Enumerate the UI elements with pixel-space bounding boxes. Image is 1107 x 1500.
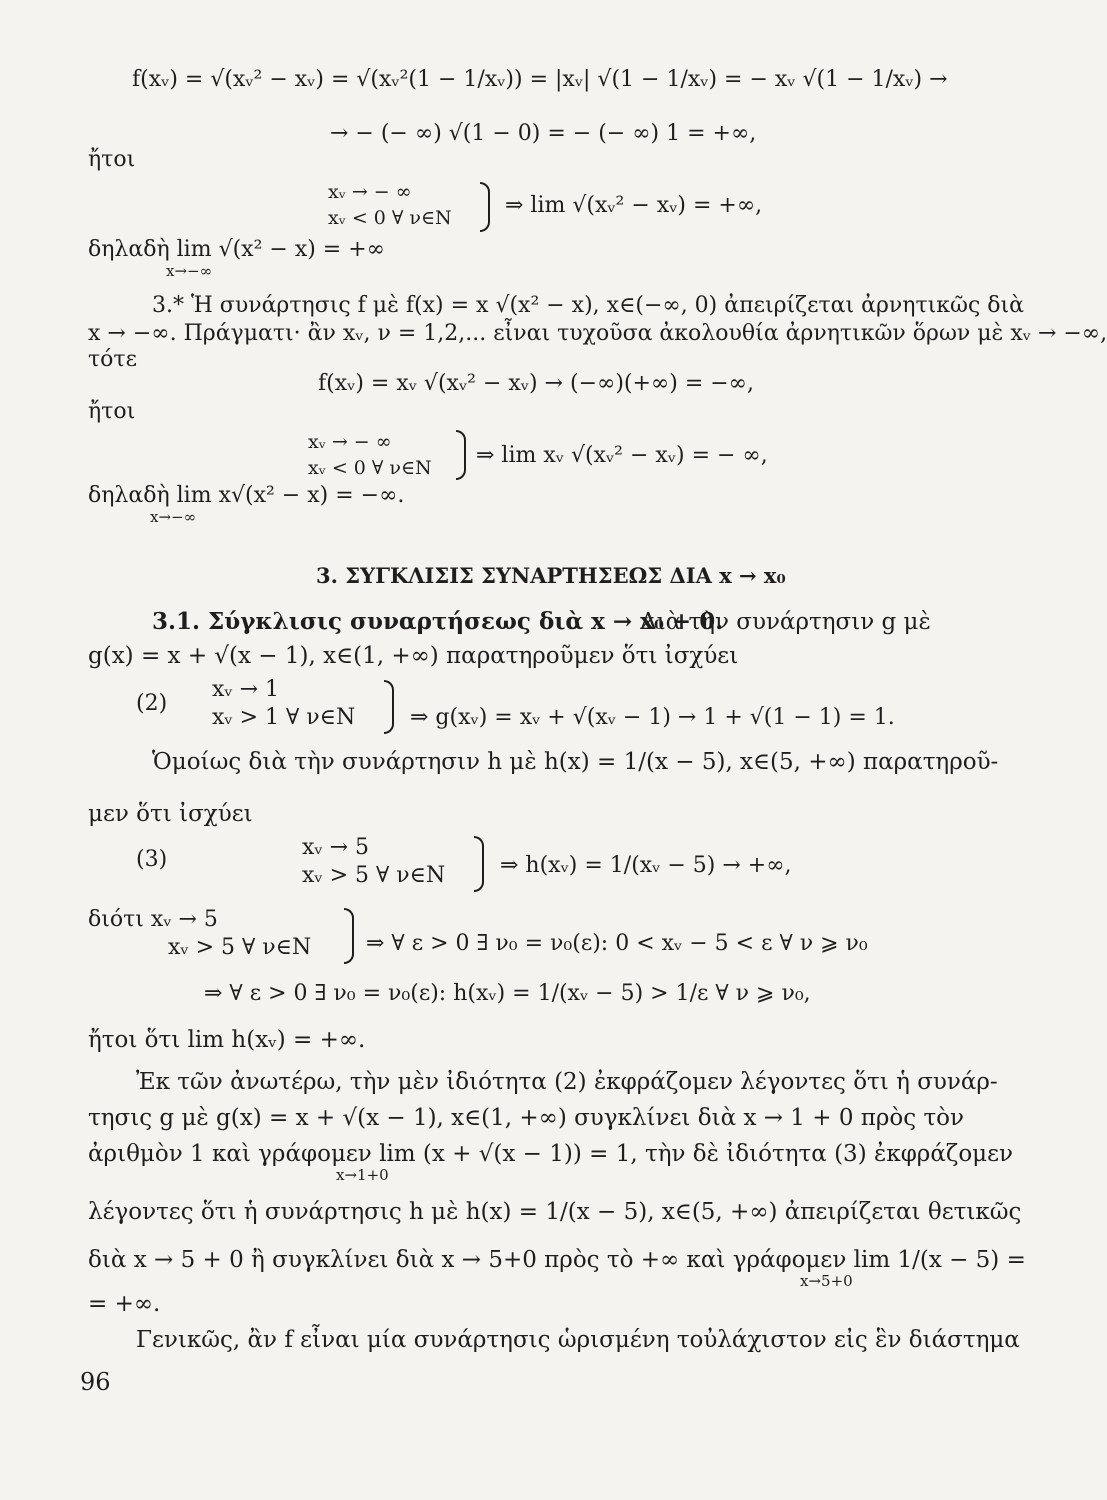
text-line: μεν ὅτι ἰσχύει: [88, 801, 253, 827]
text-line: Ὁμοίως διὰ τὴν συνάρτησιν h μὲ h(x) = 1/(x − 5), x∈(5, +∞) παρατηροῦ-: [152, 749, 999, 775]
text-line: λέγοντες ὅτι ἡ συνάρτησις h μὲ h(x) = 1/(x − 5), x∈(5, +∞) ἀπειρίζεται θετικῶς: [88, 1199, 1022, 1225]
text-line: x → −∞. Πράγματι· ἂν xᵥ, ν = 1,2,... εἶναι τυχοῦσα ἀκολουθία ἀρνητικῶν ὅρων μὲ xᵥ → −∞,: [88, 321, 1107, 346]
formula-line: ⇒ lim √(xᵥ² − xᵥ) = +∞,: [505, 193, 763, 218]
formula-line: → − (− ∞) √(1 − 0) = − (− ∞) 1 = +∞,: [330, 121, 757, 146]
text-line: τότε: [88, 347, 137, 372]
text-line: δηλαδὴ lim x√(x² − x) = −∞.: [88, 483, 405, 508]
text-line: ἤτοι: [88, 399, 136, 424]
equation-number: (3): [136, 847, 168, 872]
formula-line: xᵥ > 1 ∀ ν∈N: [212, 705, 356, 730]
text-line: = +∞.: [88, 1291, 161, 1317]
limit-subscript: x→1+0: [336, 1166, 389, 1184]
limit-subscript: x→5+0: [800, 1272, 853, 1290]
text-line: Γενικῶς, ἂν f εἶναι μία συνάρτησις ὡρισμένη τοὐλάχιστον εἰς ἓν διάστημα: [136, 1327, 1020, 1353]
formula-line: ⇒ lim xᵥ √(xᵥ² − xᵥ) = − ∞,: [476, 443, 768, 468]
formula-line: ⇒ g(xᵥ) = xᵥ + √(xᵥ − 1) → 1 + √(1 − 1) = 1.: [410, 705, 895, 730]
formula-line: ⇒ h(xᵥ) = 1/(xᵥ − 5) → +∞,: [500, 853, 792, 878]
brace: [384, 680, 394, 734]
formula-line: ⇒ ∀ ε > 0 ∃ ν₀ = ν₀(ε): h(xᵥ) = 1/(xᵥ − 5) > 1/ε ∀ ν ⩾ ν₀,: [204, 981, 811, 1006]
text-line: g(x) = x + √(x − 1), x∈(1, +∞) παρατηροῦμεν ὅτι ἰσχύει: [88, 643, 739, 669]
text-line: ἤτοι: [88, 147, 136, 172]
text-line: τησις g μὲ g(x) = x + √(x − 1), x∈(1, +∞) συγκλίνει διὰ x → 1 + 0 πρὸς τὸν: [88, 1105, 965, 1131]
text-line: Διὰ τὴν συνάρτησιν g μὲ: [640, 609, 931, 635]
formula-line: f(xᵥ) = √(xᵥ² − xᵥ) = √(xᵥ²(1 − 1/xᵥ)) = |xᵥ| √(1 − 1/xᵥ) = − xᵥ √(1 − 1/xᵥ) →: [132, 67, 948, 92]
formula-line: xᵥ → − ∞: [328, 181, 412, 203]
page-number: 96: [80, 1368, 111, 1396]
limit-subscript: x→−∞: [166, 262, 213, 280]
text-line: ἤτοι ὅτι lim h(xᵥ) = +∞.: [88, 1027, 366, 1053]
formula-line: xᵥ → − ∞: [308, 431, 392, 453]
formula-line: xᵥ > 5 ∀ ν∈N: [168, 935, 312, 960]
formula-line: διότι xᵥ → 5: [88, 907, 218, 932]
brace: [456, 430, 466, 480]
brace: [474, 836, 484, 892]
formula-line: xᵥ → 5: [302, 835, 370, 860]
equation-number: (2): [136, 691, 168, 716]
brace: [344, 908, 354, 964]
formula-line: xᵥ → 1: [212, 677, 280, 702]
text-line: 3.* Ἡ συνάρτησις f μὲ f(x) = x √(x² − x), x∈(−∞, 0) ἀπειρίζεται ἀρνητικῶς διὰ: [152, 293, 1024, 318]
formula-line: xᵥ < 0 ∀ ν∈N: [328, 207, 452, 229]
formula-line: ⇒ ∀ ε > 0 ∃ ν₀ = ν₀(ε): 0 < xᵥ − 5 < ε ∀ ν ⩾ ν₀: [366, 931, 868, 956]
text-line: Ἐκ τῶν ἀνωτέρω, τὴν μὲν ἰδιότητα (2) ἐκφράζομεν λέγοντες ὅτι ἡ συνάρ-: [136, 1069, 998, 1095]
text-line: δηλαδὴ lim √(x² − x) = +∞: [88, 237, 385, 262]
limit-subscript: x→−∞: [150, 508, 197, 526]
section-heading: 3. ΣΥΓΚΛΙΣΙΣ ΣΥΝΑΡΤΗΣΕΩΣ ΔΙΑ x → x₀: [316, 563, 786, 588]
formula-line: xᵥ > 5 ∀ ν∈N: [302, 863, 446, 888]
formula-line: f(xᵥ) = xᵥ √(xᵥ² − xᵥ) → (−∞)(+∞) = −∞,: [318, 371, 755, 396]
brace: [480, 182, 490, 232]
text-line: ἀριθμὸν 1 καὶ γράφομεν lim (x + √(x − 1)) = 1, τὴν δὲ ἰδιότητα (3) ἐκφράζομεν: [88, 1141, 1014, 1167]
text-line: διὰ x → 5 + 0 ἢ συγκλίνει διὰ x → 5+0 πρὸς τὸ +∞ καὶ γράφομεν lim 1/(x − 5) =: [88, 1247, 1026, 1273]
formula-line: xᵥ < 0 ∀ ν∈N: [308, 457, 432, 479]
subsection-heading: 3.1. Σύγκλισις συναρτήσεως διὰ x → x₀ + 0.: [152, 608, 724, 635]
